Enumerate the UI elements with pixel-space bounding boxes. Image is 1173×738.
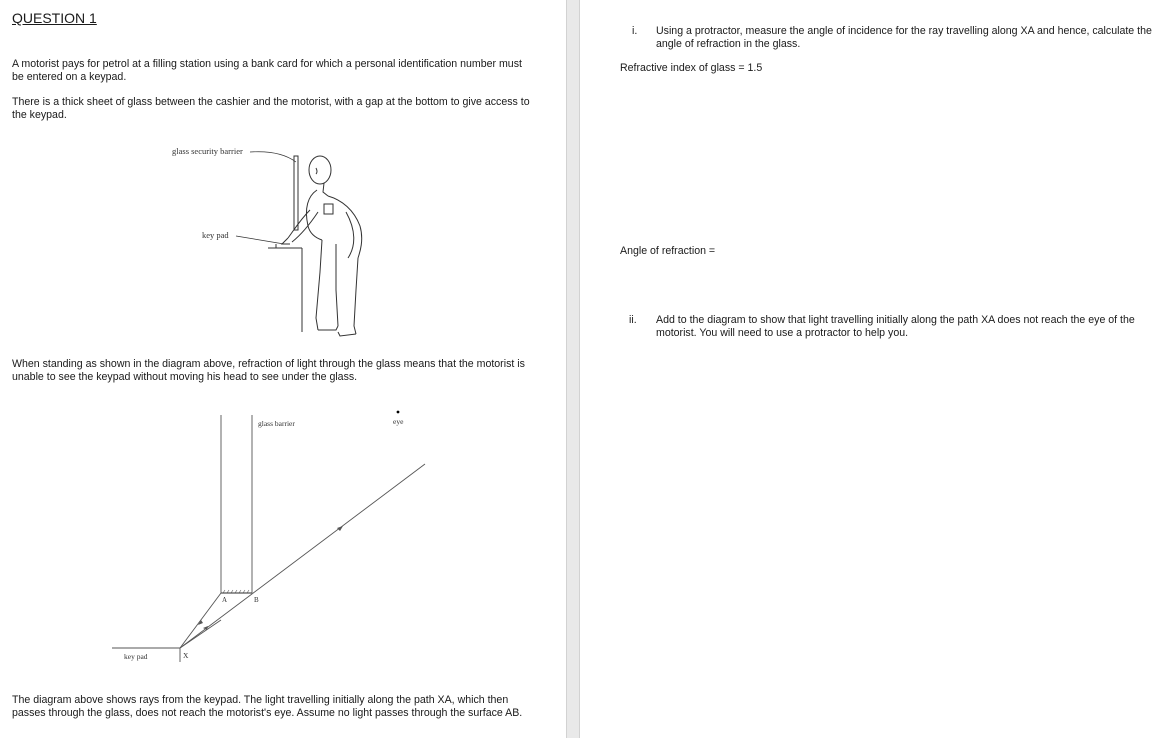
left-page xyxy=(0,0,566,738)
page-gutter xyxy=(566,0,580,738)
question-heading: QUESTION 1 xyxy=(12,10,97,26)
glass-paragraph: There is a thick sheet of glass between the cashier and the motorist, with a gap at the bottom to give access to the keypad. xyxy=(12,96,530,121)
ray-diagram xyxy=(100,400,440,670)
eye-point xyxy=(397,411,400,414)
right-page xyxy=(580,0,1173,738)
angle-of-refraction-label: Angle of refraction = xyxy=(620,245,716,257)
point-b-label: B xyxy=(254,596,259,604)
ray-middle xyxy=(180,620,221,648)
glass-barrier-label: glass barrier xyxy=(258,419,295,428)
point-x-label: X xyxy=(183,651,189,660)
refractive-index-text: Refractive index of glass = 1.5 xyxy=(620,62,763,74)
item-i-text: Using a protractor, measure the angle of incidence for the ray travelling along XA and hence, calculate the angle of refraction in the glass. xyxy=(656,25,1152,50)
diagram-explanation-paragraph: The diagram above shows rays from the keypad. The light travelling initially along the path XA, which then passes through the glass, does not reach the motorist's eye. Assume no light passes through the surface AB. xyxy=(12,694,523,719)
glass-barrier-label: glass security barrier xyxy=(172,146,243,156)
motorist-figure xyxy=(160,140,380,345)
intro-paragraph: A motorist pays for petrol at a filling station using a bank card for which a personal identification number must be entered on a keypad. xyxy=(12,58,522,83)
item-ii-number: ii. xyxy=(629,314,637,326)
point-a-label: A xyxy=(222,596,228,604)
eye-label: eye xyxy=(393,417,404,426)
keypad-label: key pad xyxy=(202,230,229,240)
item-i-number: i. xyxy=(632,25,638,37)
item-ii-text: Add to the diagram to show that light travelling initially along the path XA does not reach the eye of the motorist. You will need to use a protractor to help you. xyxy=(656,314,1135,339)
keypad-label: key pad xyxy=(124,652,148,661)
refraction-paragraph: When standing as shown in the diagram above, refraction of light through the glass means that the motorist is unable to see the keypad without moving his head to see under the glass. xyxy=(12,358,525,383)
ray-xa xyxy=(180,593,221,648)
ray-xb xyxy=(180,464,425,648)
glass-security-barrier xyxy=(294,156,298,230)
